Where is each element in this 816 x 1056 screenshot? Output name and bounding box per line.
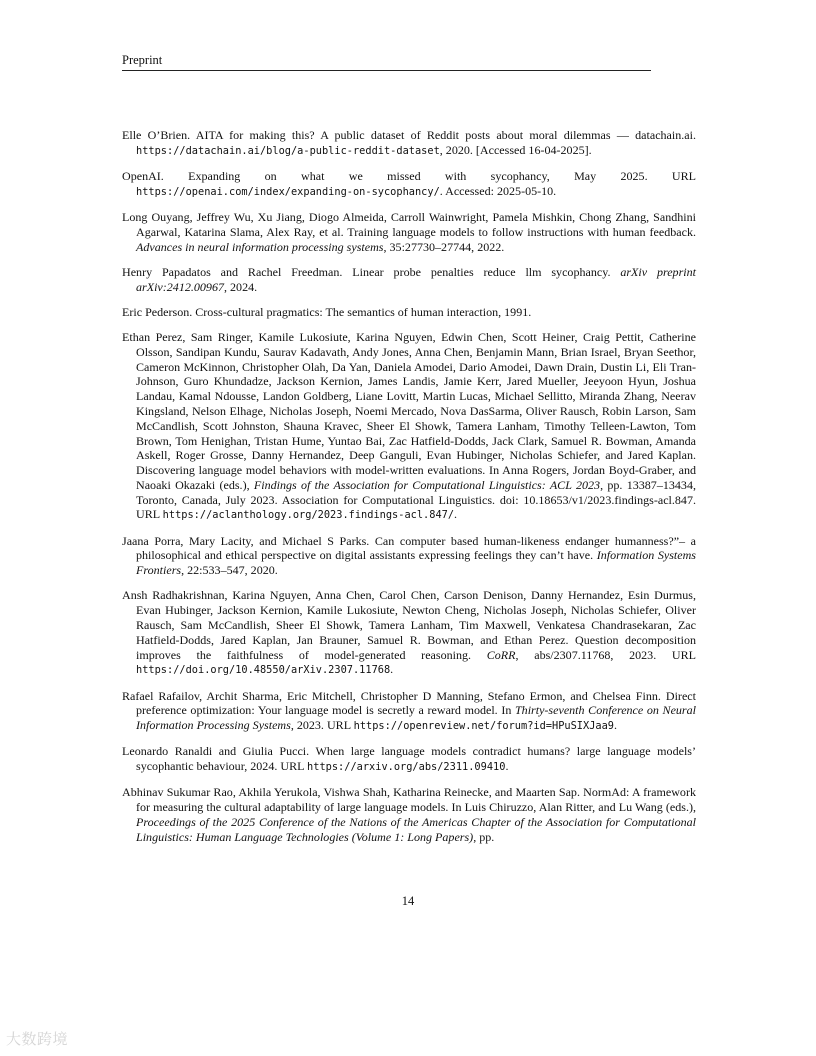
reference-text: Elle O’Brien. AITA for making this? A public dataset of Reddit posts about moral dilemmas — datachain.ai.	[122, 128, 696, 142]
reference-text: , 35:27730–27744, 2022.	[383, 239, 505, 254]
reference-text: , pp.	[473, 829, 495, 844]
reference-venue: arXiv preprint arXiv:2412.00967	[136, 264, 696, 294]
reference-text: , 22:533–547, 2020.	[181, 563, 278, 578]
reference-venue: Proceedings of the 2025 Conference of the Nations of the Americas Chapter of the Association for Computational Linguistics: Human Language Technologies (Volume 1: Long Papers)	[136, 814, 696, 844]
reference-text: Long Ouyang, Jeffrey Wu, Xu Jiang, Diogo Almeida, Carroll Wainwright, Pamela Mishkin, Chong Zhang, Sandhini Agarwal, Katarina Slama, Alex Ray, et al. Training language models to follow instructions with human feedback.	[122, 209, 696, 239]
reference-url[interactable]: https://arxiv.org/abs/2311.09410	[307, 761, 506, 774]
reference-text: .	[390, 662, 394, 677]
reference-text: Ethan Perez, Sam Ringer, Kamile Lukosiute, Karina Nguyen, Edwin Chen, Scott Heiner, Craig Pettit, Catherine Olsson, Sandipan Kundu, Saurav Kadavath, Andy Jones, Anna Chen, Benjamin Mann, Brian Israel, Bryan Seethor, Cameron McKinnon, Christopher Olah, Da Yan, Daniela Amodei, Dario Amodei, Dawn Drain, Dustin Li, Eli Tran-Johnson, Guro Khundadze, Jackson Kernion, James Landis, Jamie Kerr, Jared Mueller, Jeeyoon Hyun, Joshua Landau, Kamal Ndousse, Landon Goldberg, Liane Lovitt, Martin Lucas, Michael Sellitto, Miranda Zhang, Neerav Kingsland, Nelson Elhage, Nicholas Joseph, Noemi Mercado, Nova DasSarma, Oliver Rausch, Robin Larson, Sam McCandlish, Scott Johnston, Shauna Kravec, Sheer El Showk, Tamera Lanham, Timothy Telleen-Lawton, Tom Brown, Tom Henighan, Tristan Hume, Yuntao Bai, Zac Hatfield-Dodds, Jack Clark, Samuel R. Bowman, Amanda Askell, Roger Grosse, Danny Hernandez, Deep Ganguli, Evan Hubinger, Nicholas Schiefer, and Jared Kaplan. Discovering language model behaviors with model-written evaluations. In Anna Rogers, Jordan Boyd-Graber, and Naoaki Okazaki (eds.),	[122, 329, 696, 492]
reference-entry	[122, 744, 696, 775]
reference-text: Ansh Radhakrishnan, Karina Nguyen, Anna Chen, Carol Chen, Carson Denison, Danny Hernandez, Esin Durmus, Evan Hubinger, Jackson Kernion, Kamile Lukosiute, Newton Cheng, Nicholas Joseph, Nicholas Schiefer, Oliver Rausch, Sam McCandlish, Sheer El Showk, Tamera Lanham, Tim Maxwell, Venkatesa Chandrasekaran, Zac Hatfield-Dodds, Jared Kaplan, Jan Brauner, Samuel R. Bowman, and Ethan Perez. Question decomposition improves the faithfulness of model-generated reasoning.	[122, 588, 696, 662]
reference-text: , 2023. URL	[290, 718, 354, 733]
reference-entry	[122, 330, 696, 523]
reference-text: Leonardo Ranaldi and Giulia Pucci. When large language models contradict humans? large language models’ sycophantic behaviour, 2024. URL	[122, 744, 696, 774]
reference-entry	[122, 265, 696, 295]
reference-text: , 2020. [Accessed 16-04-2025].	[439, 142, 592, 157]
reference-text: Rafael Rafailov, Archit Sharma, Eric Mitchell, Christopher D Manning, Stefano Ermon, and Chelsea Finn. Direct preference optimization: Your language model is secretly a reward model. In	[122, 688, 696, 718]
reference-url[interactable]: https://openai.com/index/expanding-on-sycophancy/	[136, 185, 440, 198]
running-title: Preprint	[122, 53, 163, 67]
reference-venue: Advances in neural information processing systems	[136, 239, 384, 254]
watermark: 大数跨境	[6, 1030, 69, 1048]
reference-url[interactable]: https://doi.org/10.48550/arXiv.2307.11768	[136, 664, 391, 677]
reference-venue: Findings of the Association for Computational Linguistics: ACL 2023	[253, 477, 601, 492]
reference-venue: Information Systems Frontiers	[136, 548, 696, 578]
reference-text: . Accessed: 2025-05-10.	[439, 183, 557, 198]
reference-url[interactable]: https://datachain.ai/blog/a-public-reddit-dataset	[136, 144, 440, 157]
reference-list	[122, 128, 696, 855]
reference-text: .	[505, 759, 509, 774]
reference-entry	[122, 128, 696, 159]
reference-text: , 2024.	[224, 279, 258, 294]
reference-entry	[122, 169, 696, 200]
reference-text: Abhinav Sukumar Rao, Akhila Yerukola, Vishwa Shah, Katharina Reinecke, and Maarten Sap. NormAd: A framework for measuring the cultural adaptability of large language models. In Luis Chiruzzo, Alan Ritter, and Lu Wang (eds.),	[122, 785, 696, 815]
running-header	[122, 53, 651, 71]
reference-entry	[122, 588, 696, 678]
reference-entry	[122, 534, 696, 578]
reference-entry	[122, 210, 696, 254]
reference-text: , pp. 13387–13434, Toronto, Canada, July 2023. Association for Computational Linguistics. doi: 10.18653/v1/2023.findings-acl.847. URL	[136, 477, 696, 522]
reference-text: Eric Pederson. Cross-cultural pragmatics: The semantics of human interaction, 1991.	[122, 304, 532, 319]
page-number: 14	[401, 894, 415, 908]
reference-text: OpenAI. Expanding on what we missed with sycophancy, May 2025. URL	[122, 168, 696, 183]
reference-entry	[122, 305, 696, 320]
reference-entry	[122, 689, 696, 734]
reference-entry	[122, 785, 696, 844]
reference-text: Henry Papadatos and Rachel Freedman. Linear probe penalties reduce llm sycophancy.	[122, 264, 621, 279]
reference-text: .	[614, 718, 618, 733]
reference-url[interactable]: https://openreview.net/forum?id=HPuSIXJaa9	[353, 720, 614, 733]
reference-text: .	[454, 507, 458, 522]
reference-venue: CoRR	[486, 647, 516, 662]
reference-text: , abs/2307.11768, 2023. URL	[515, 647, 696, 662]
reference-text: Jaana Porra, Mary Lacity, and Michael S Parks. Can computer based human-likeness endanger humanness?”– a philosophical and ethical perspective on digital assistants expressing feelings they can’t have.	[122, 533, 696, 563]
reference-venue: Thirty-seventh Conference on Neural Information Processing Systems	[136, 703, 696, 733]
reference-url[interactable]: https://aclanthology.org/2023.findings-acl.847/	[162, 509, 455, 522]
